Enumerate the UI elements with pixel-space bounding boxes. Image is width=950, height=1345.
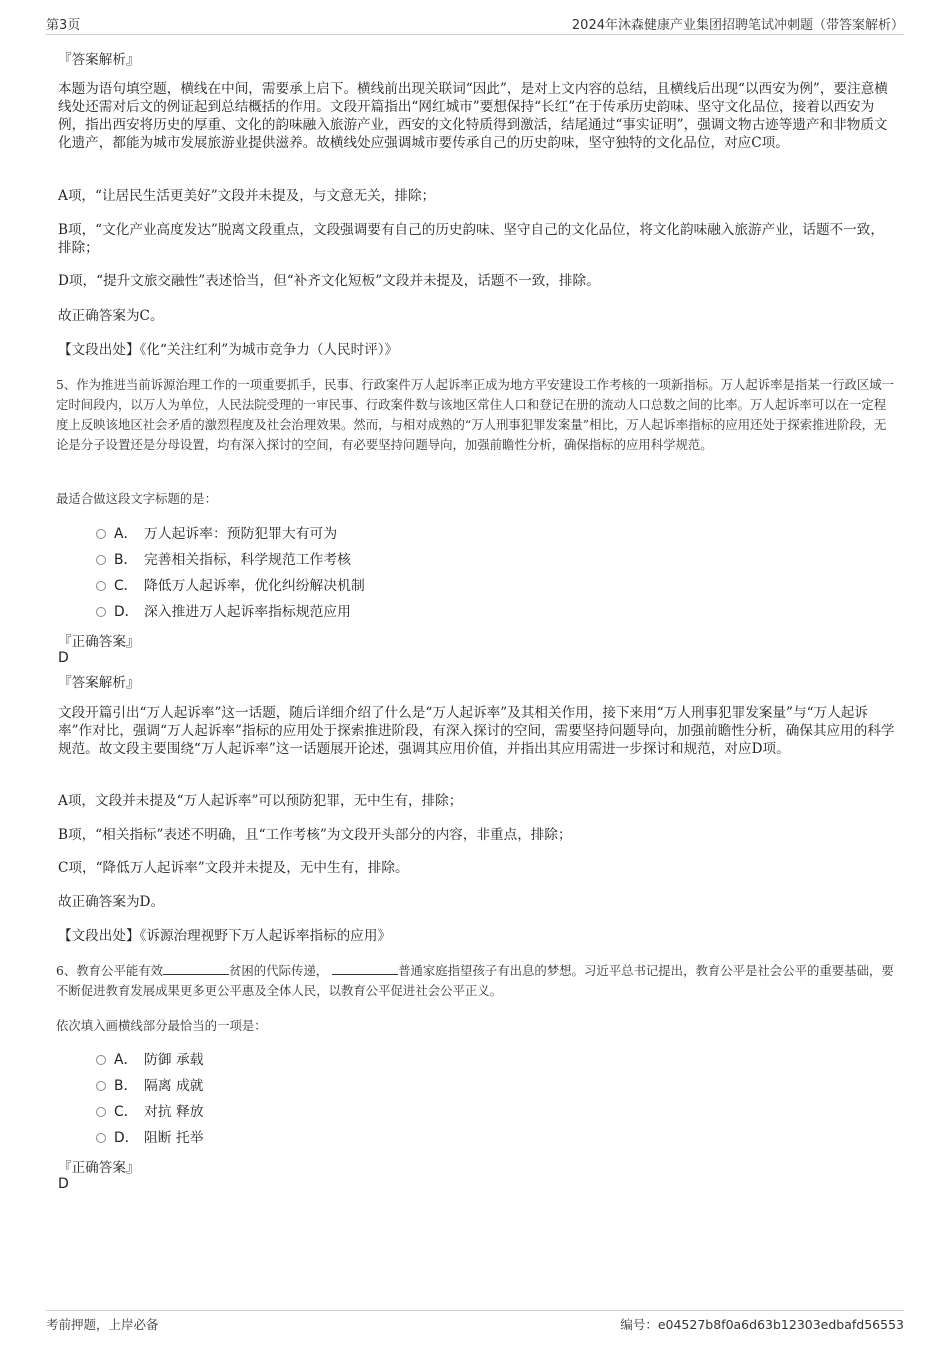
source: 【文段出处】《化“关注红利”为城市竞争力（人民时评）》	[58, 342, 399, 358]
option-d[interactable]: D． 深入推进万人起诉率指标规范应用	[96, 602, 351, 622]
conclusion: 故正确答案为D。	[58, 894, 165, 910]
page-header	[46, 14, 904, 35]
page-number: 第3页	[46, 18, 81, 33]
radio-icon[interactable]	[96, 581, 106, 591]
correct-answer-label: 『正确答案』	[58, 1160, 140, 1176]
blank-1	[163, 962, 229, 975]
radio-icon[interactable]	[96, 1107, 106, 1117]
option-c[interactable]: C． 降低万人起诉率，优化纠纷解决机制	[96, 576, 365, 596]
radio-icon[interactable]	[96, 529, 106, 539]
analysis-text: 文段开篇引出“万人起诉率”这一话题，随后详细介绍了什么是“万人起诉率”及其相关作用，接下来用“万人刑事犯罪发案量”与“万人起诉率”作对比，强调“万人起诉率”指标的应用处于探索推进阶段，有深入探讨的空间，需要坚持问题导向，加强前瞻性分析，确保其应用的科学规范。故文段主要围绕“万人起诉率”这一话题展开论述，强调其应用价值，并指出其应用需进一步探讨和规范，对应D项。	[58, 705, 895, 757]
document-id: 编号：e04527b8f0a6d63b12303edbafd56553	[620, 1317, 904, 1332]
radio-icon[interactable]	[96, 607, 106, 617]
question-prompt: 依次填入画横线部分最恰当的一项是：	[56, 1018, 267, 1033]
option-c[interactable]: C． 对抗 释放	[96, 1102, 204, 1122]
page-footer	[46, 1310, 904, 1333]
analysis-label: 『答案解析』	[58, 52, 140, 68]
source: 【文段出处】《诉源治理视野下万人起诉率指标的应用》	[58, 928, 392, 944]
analysis-option-d: D项，“提升文旅交融性”表述恰当，但“补齐文化短板”文段并未提及，话题不一致，排除。	[58, 273, 600, 289]
option-b[interactable]: B． 完善相关指标，科学规范工作考核	[96, 550, 351, 570]
option-a[interactable]: A． 万人起诉率：预防犯罪大有可为	[96, 524, 337, 544]
analysis-option-c: C项，“降低万人起诉率”文段并未提及，无中生有，排除。	[58, 860, 409, 876]
analysis-option-b: B项，“相关指标”表述不明确，且“工作考核”为文段开头部分的内容，非重点，排除；	[58, 827, 572, 843]
document-title: 2024年沐森健康产业集团招聘笔试冲刺题（带答案解析）	[571, 18, 904, 33]
correct-answer: D	[58, 1176, 69, 1192]
footer-slogan: 考前押题，上岸必备	[46, 1317, 159, 1332]
question-stem: 5、作为推进当前诉源治理工作的一项重要抓手，民事、行政案件万人起诉率正成为地方平安建设工作考核的一项新指标。万人起诉率是指某一行政区域一定时间段内，以万人为单位，人民法院受理的一审民事、行政案件数与该地区常住人口和登记在册的流动人口总数之间的比率。万人起诉率可以在一定程度上反映该地区社会矛盾的激烈程度及社会治理效果。然而，与相对成熟的“万人刑事犯罪发案量”相比，万人起诉率指标的应用还处于探索推进阶段，无论是分子设置还是分母设置，均有深入探讨的空间，有必要坚持问题导向，加强前瞻性分析，确保指标的应用科学规范。	[56, 377, 895, 452]
question-stem: 6、教育公平能有效 贫困的代际传递， 普通家庭指望孩子有出息的梦想。习近平总书记提出，教育公平是社会公平的重要基础，要不断促进教育发展成果更多更公平惠及全体人民，以教育公平促进社会公平正义。	[56, 963, 894, 998]
analysis-option-a: A项，“让居民生活更美好”文段并未提及，与文意无关，排除；	[58, 188, 436, 204]
option-d[interactable]: D． 阻断 托举	[96, 1128, 204, 1148]
option-a[interactable]: A． 防御 承载	[96, 1050, 204, 1070]
analysis-option-b: B项，“文化产业高度发达”脱离文段重点，文段强调要有自己的历史韵味、坚守自己的文化品位，将文化韵味融入旅游产业，话题不一致，排除；	[58, 222, 884, 256]
radio-icon[interactable]	[96, 555, 106, 565]
analysis-label: 『答案解析』	[58, 675, 140, 691]
radio-icon[interactable]	[96, 1133, 106, 1143]
radio-icon[interactable]	[96, 1081, 106, 1091]
radio-icon[interactable]	[96, 1055, 106, 1065]
question-prompt: 最适合做这段文字标题的是：	[56, 491, 218, 506]
analysis-text: 本题为语句填空题，横线在中间，需要承上启下。横线前出现关联词“因此”，是对上文内容的总结，且横线后出现“以西安为例”，要注意横线处还需对后文的例证起到总结概括的作用。文段开篇指出“网红城市”要想保持“长红”在于传承历史韵味、坚守文化品位，接着以西安为例，指出西安将历史的厚重、文化的韵味融入旅游产业，西安的文化特质得到激活，结尾通过“事实证明”，强调文物古迹等遗产和非物质文化遗产，都能为城市发展旅游业提供滋养。故横线处应强调城市要传承自己的历史韵味，坚守独特的文化品位，对应C项。	[58, 81, 888, 151]
option-b[interactable]: B． 隔离 成就	[96, 1076, 204, 1096]
correct-answer: D	[58, 650, 69, 666]
analysis-option-a: A项，文段并未提及“万人起诉率”可以预防犯罪，无中生有，排除；	[58, 793, 463, 809]
blank-2	[332, 962, 398, 975]
conclusion: 故正确答案为C。	[58, 308, 164, 324]
correct-answer-label: 『正确答案』	[58, 634, 140, 650]
